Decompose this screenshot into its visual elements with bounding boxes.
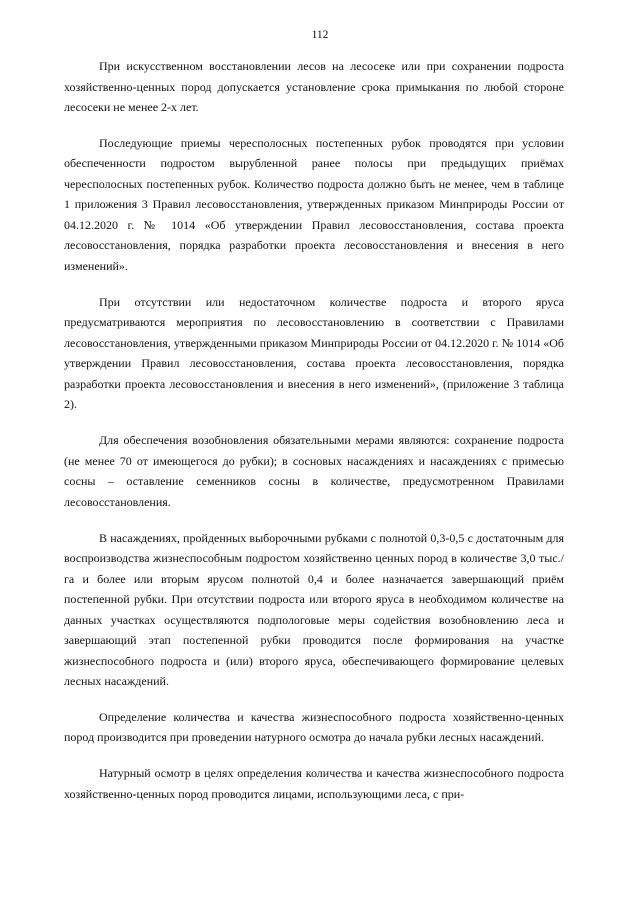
paragraph: В насаждениях, пройденных выборочными рубками с полнотой 0,3-0,5 с достаточным для воспроизводства жизнеспособным подростом хозяйственно ценных пород в количестве 3,0 тыс./га и более или вторым ярусом полнотой 0,4 и более назначается завершающий приём постепенной рубки. При отсутствии подроста или второго яруса в необходимом количестве на данных участках осуществляются подпологовые меры содействия возобновлению леса и завершающий этап постепенной рубки проводится после формирования на участке жизнеспособного подроста и (или) второго яруса, обеспечивающего формирование целевых лесных насаждений. (64, 530, 564, 689)
paragraph: При искусственном восстановлении лесов на лесосеке или при сохранении подроста хозяйственно-ценных пород допускается установление срока примыкания по любой стороне лесосеки не менее 2-х лет. (64, 59, 564, 114)
paragraph: Последующие приемы чересполосных постепенных рубок проводятся при условии обеспеченности подростом вырубленной ранее полосы при предыдущих приёмах чересполосных постепенных рубок. Количество подроста должно быть не менее, чем в таблице 1 приложения 3 Правил лесовосстановления, утвержденных приказом Минприроды России от 04.12.2020 г. № 1014 «Об утверждении Правил лесовосстановления, состава проекта лесовосстановления, порядка разработки проекта лесовосстановления и внесения в него изменений». (64, 135, 564, 273)
page-number: 112 (311, 29, 329, 41)
paragraph: Для обеспечения возобновления обязательными мерами являются: сохранение подроста (не менее 70 от имеющегося до рубки); в сосновых насаждениях и насаждениях с примесью сосны – оставление семенников сосны в количестве, предусмотренном Правилами лесовосстановления. (64, 433, 564, 509)
body-text (64, 56, 564, 804)
paragraph: Натурный осмотр в целях определения количества и качества жизнеспособного подроста хозяйственно-ценных пород проводится лицами, использующими леса, с при- (64, 766, 564, 801)
paragraph: При отсутствии или недостаточном количестве подроста и второго яруса предусматриваются мероприятия по лесовосстановлению в соответствии с Правилами лесовосстановления, утвержденными приказом Минприроды России от 04.12.2020 г. № 1014 «Об утверждении Правил лесовосстановления, состава проекта лесовосстановления, порядка разработки проекта лесовосстановления и внесения в него изменений», (приложение 3 таблица 2). (64, 294, 564, 412)
paragraph: Определение количества и качества жизнеспособного подроста хозяйственно-ценных пород производится при проведении натурного осмотра до начала рубки лесных насаждений. (64, 709, 564, 745)
